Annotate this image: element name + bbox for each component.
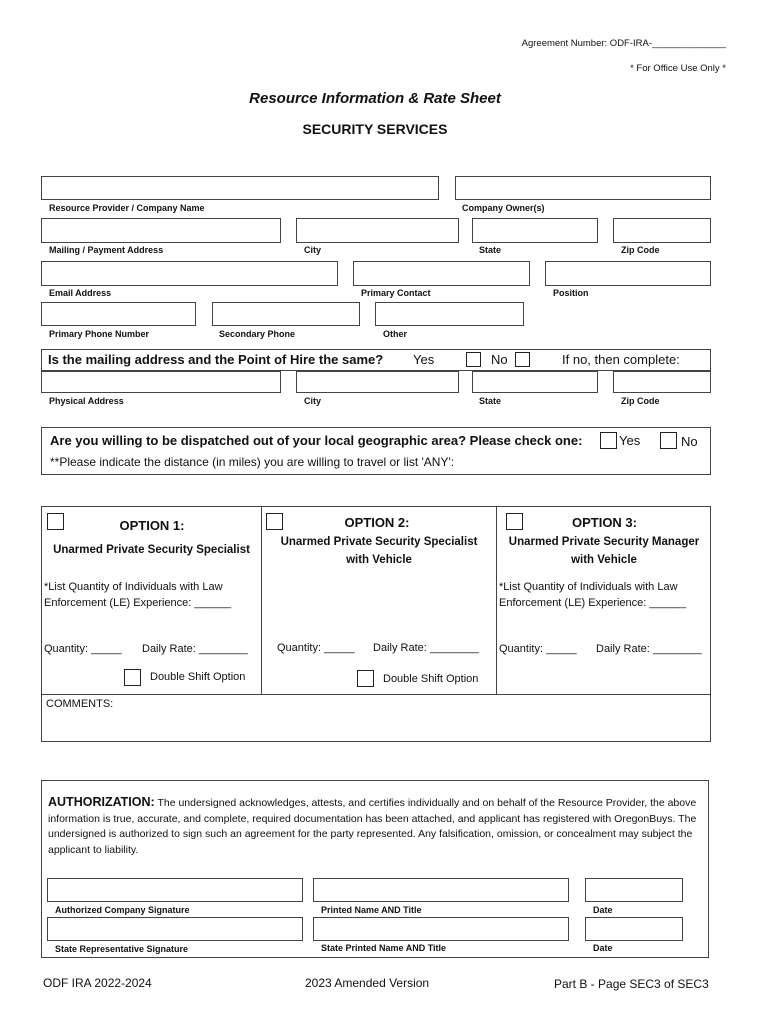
footer-right: Part B - Page SEC3 of SEC3: [554, 977, 709, 991]
primary-contact-label: Primary Contact: [361, 288, 431, 298]
agreement-number: Agreement Number: ODF-IRA-______________: [521, 38, 726, 49]
physical-zip-label: Zip Code: [621, 396, 660, 406]
option-3-le-note: *List Quantity of Individuals with Law Enforcement (LE) Experience: ______: [499, 581, 687, 609]
option-1-double-shift-checkbox[interactable]: [124, 669, 141, 686]
authorization-text-block: [48, 795, 704, 858]
option-1-quantity: Quantity: _____: [44, 643, 122, 655]
email-label: Email Address: [49, 288, 112, 298]
option-2-rate: Daily Rate: ________: [373, 642, 479, 654]
office-use-note: * For Office Use Only *: [630, 63, 726, 74]
authorized-signature-label: Authorized Company Signature: [55, 905, 190, 915]
physical-zip-field[interactable]: [613, 371, 711, 393]
option-3-checkbox[interactable]: [506, 513, 523, 530]
state-label: State: [479, 245, 502, 255]
option-1-title: OPTION 1:: [119, 518, 185, 533]
page-subtitle: SECURITY SERVICES: [302, 121, 448, 137]
mailing-yes-checkbox[interactable]: [466, 352, 481, 367]
state-printed-name-field[interactable]: [313, 917, 569, 941]
city-label: City: [304, 245, 322, 255]
company-name-field[interactable]: [41, 176, 439, 200]
primary-phone-label: Primary Phone Number: [49, 329, 150, 339]
physical-city-field[interactable]: [296, 371, 459, 393]
state-signature-field[interactable]: [47, 917, 303, 941]
date-label: Date: [593, 905, 613, 915]
physical-address-field[interactable]: [41, 371, 281, 393]
company-owner-label: Company Owner(s): [462, 203, 545, 213]
mailing-no-checkbox[interactable]: [515, 352, 530, 367]
dispatch-no-label: No: [681, 434, 698, 449]
dispatch-yes-label: Yes: [619, 433, 641, 448]
state-date-field[interactable]: [585, 917, 683, 941]
footer-center: 2023 Amended Version: [305, 976, 430, 990]
comments-field[interactable]: [42, 695, 710, 741]
dispatch-section: [41, 427, 711, 475]
date-field[interactable]: [585, 878, 683, 902]
dispatch-note: **Please indicate the distance (in miles) you are willing to travel or list 'ANY':: [50, 455, 455, 469]
option-2-double-shift-label: Double Shift Option: [383, 673, 479, 685]
authorization-section: [41, 780, 709, 958]
page-title: Resource Information & Rate Sheet: [249, 90, 501, 107]
option-1-le-note: *List Quantity of Individuals with Law Enforcement (LE) Experience: ______: [44, 581, 232, 609]
primary-phone-field[interactable]: [41, 302, 196, 326]
mailing-yes-label: Yes: [413, 352, 435, 367]
email-field[interactable]: [41, 261, 338, 286]
position-label: Position: [553, 288, 589, 298]
physical-city-label: City: [304, 396, 322, 406]
option-1-subtitle: Unarmed Private Security Specialist: [53, 544, 250, 556]
option-3-subtitle: Unarmed Private Security Manager with Vehicle: [508, 536, 700, 566]
state-printed-name-label: State Printed Name AND Title: [321, 943, 447, 953]
mailing-question: [41, 349, 711, 371]
primary-contact-field[interactable]: [353, 261, 530, 286]
footer-left: ODF IRA 2022-2024: [43, 976, 152, 990]
other-field[interactable]: [375, 302, 524, 326]
option-1-double-shift-label: Double Shift Option: [150, 671, 246, 683]
state-date-label: Date: [593, 943, 613, 953]
option-2-quantity: Quantity: _____: [277, 642, 355, 654]
printed-name-field[interactable]: [313, 878, 569, 902]
city-field[interactable]: [296, 218, 459, 243]
option-3-quantity: Quantity: _____: [499, 643, 577, 655]
dispatch-question: Are you willing to be dispatched out of your local geographic area? Please check one:: [50, 433, 583, 448]
authorization-text: The undersigned acknowledges, attests, and certifies individually and on behalf of the Resource Provider, the above information is true, accurate, and complete, required documentation has been attached, and applicant has registered with OregonBuys. The undersigned is authorized to sign such an agreement for the party represented. Any falsification, omission, or concealment may subject the applicant to liability.: [48, 797, 697, 856]
option-2-double-shift-checkbox[interactable]: [357, 670, 374, 687]
other-label: Other: [383, 329, 408, 339]
secondary-phone-field[interactable]: [212, 302, 360, 326]
option-2-subtitle: Unarmed Private Security Specialist with Vehicle: [280, 536, 478, 566]
mailing-question-text: Is the mailing address and the Point of Hire the same?: [48, 352, 384, 367]
company-name-label: Resource Provider / Company Name: [49, 203, 205, 213]
options-table: [41, 506, 711, 742]
option-3-title: OPTION 3:: [571, 515, 637, 530]
mailing-address-label: Mailing / Payment Address: [49, 245, 164, 255]
option-divider-2: [496, 507, 497, 694]
physical-state-field[interactable]: [472, 371, 598, 393]
zip-field[interactable]: [613, 218, 711, 243]
authorization-heading: AUTHORIZATION:: [48, 795, 155, 809]
state-field[interactable]: [472, 218, 598, 243]
option-divider-1: [261, 507, 262, 694]
authorized-signature-field[interactable]: [47, 878, 303, 902]
option-2-checkbox[interactable]: [266, 513, 283, 530]
dispatch-yes-checkbox[interactable]: [600, 432, 617, 449]
position-field[interactable]: [545, 261, 711, 286]
secondary-phone-label: Secondary Phone: [219, 329, 296, 339]
option-2-title: OPTION 2:: [344, 515, 410, 530]
company-owner-field[interactable]: [455, 176, 711, 200]
option-3-rate: Daily Rate: ________: [596, 643, 702, 655]
printed-name-label: Printed Name AND Title: [321, 905, 422, 915]
if-no-text: If no, then complete:: [562, 352, 680, 367]
state-signature-label: State Representative Signature: [55, 944, 189, 954]
comments-label: COMMENTS:: [46, 698, 114, 710]
physical-address-label: Physical Address: [49, 396, 124, 406]
physical-state-label: State: [479, 396, 502, 406]
dispatch-no-checkbox[interactable]: [660, 432, 677, 449]
option-1-rate: Daily Rate: ________: [142, 643, 248, 655]
zip-label: Zip Code: [621, 245, 660, 255]
mailing-no-label: No: [491, 352, 508, 367]
mailing-address-field[interactable]: [41, 218, 281, 243]
